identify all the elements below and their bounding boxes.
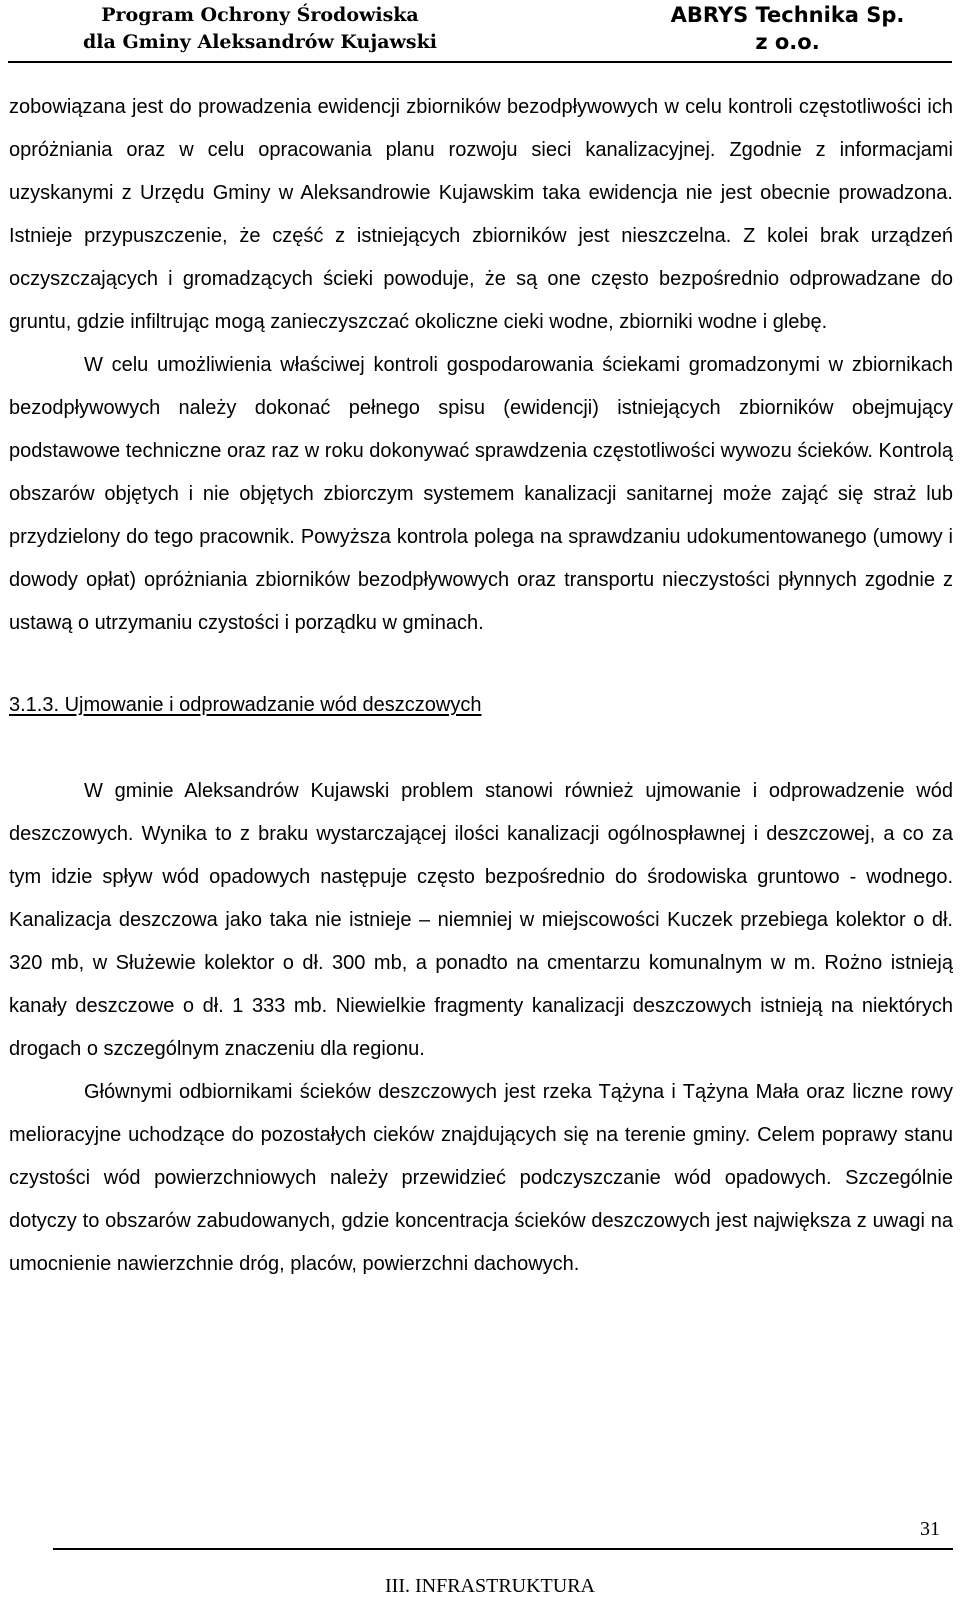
- body-paragraph: Głównymi odbiornikami ścieków deszczowych jest rzeka Tążyna i Tążyna Mała oraz liczne rowy melioracyjne uchodzące do pozostałych cieków znajdujących się na terenie gminy. Celem poprawy stanu czystości wód powierzchniowych należy przewidzieć podczyszczanie wód opadowych. Szczególnie dotyczy to obszarów zabudowanych, gdzie koncentracja ścieków deszczowych jest największa z uwagi na umocnienie nawierzchnie dróg, placów, powierzchni dachowych.: [9, 1081, 953, 1275]
- section-heading-text: 3.1.3. Ujmowanie i odprowadzanie wód deszczowych: [9, 694, 482, 716]
- page-number: 31: [920, 1518, 940, 1540]
- footer-chapter-title: III. INFRASTRUKTURA: [385, 1575, 595, 1597]
- body-paragraph: W gminie Aleksandrów Kujawski problem stanowi również ujmowanie i odprowadzenie wód deszczowych. Wynika to z braku wystarczającej ilości kanalizacji ogólnospławnej i deszczowej, a co za tym idzie spływ wód opadowych następuje często bezpośrednio do środowiska gruntowo - wodnego. Kanalizacja deszczowa jako taka nie istnieje – niemniej w miejscowości Kuczek przebiega kolektor o dł. 320 mb, w Służewie kolektor o dł. 300 mb, a ponadto na cmentarzu komunalnym w m. Rożno istnieją kanały deszczowe o dł. 1 333 mb. Niewielkie fragmenty kanalizacji deszczowych istnieją na niektórych drogach o szczególnym znaczeniu dla regionu.: [9, 780, 953, 1060]
- header-company-line2: z o.o.: [755, 30, 820, 54]
- header-company-line1: ABRYS Technika Sp.: [670, 3, 905, 27]
- header-title-line1: Program Ochrony Środowiska: [101, 4, 419, 26]
- document-body: [9, 86, 953, 1286]
- header-divider: [8, 61, 952, 63]
- body-paragraph: zobowiązana jest do prowadzenia ewidencji zbiorników bezodpływowych w celu kontroli częstotliwości ich opróżniania oraz w celu opracowania planu rozwoju sieci kanalizacyjnej. Zgodnie z informacjami uzyskanymi z Urzędu Gminy w Aleksandrowie Kujawskim taka ewidencja nie jest obecnie prowadzona. Istnieje przypuszczenie, że część z istniejących zbiorników jest nieszczelna. Z kolei brak urządzeń oczyszczających i gromadzących ścieki powoduje, że są one często bezpośrednio odprowadzane do gruntu, gdzie infiltrując mogą zanieczyszczać okoliczne cieki wodne, zbiorniki wodne i glebę.: [9, 96, 953, 333]
- footer-divider: [53, 1548, 953, 1550]
- section-heading: [9, 684, 953, 727]
- body-paragraph: W celu umożliwienia właściwej kontroli gospodarowania ściekami gromadzonymi w zbiornikach bezodpływowych należy dokonać pełnego spisu (ewidencji) istniejących zbiorników obejmujący podstawowe techniczne oraz raz w roku dokonywać sprawdzenia częstotliwości wywozu ścieków. Kontrolą obszarów objętych i nie objętych zbiorczym systemem kanalizacji sanitarnej może zająć się straż lub przydzielony do tego pracownik. Powyższa kontrola polega na sprawdzaniu udokumentowanego (umowy i dowody opłat) opróżniania zbiorników bezodpływowych oraz transportu nieczystości płynnych zgodnie z ustawą o utrzymaniu czystości i porządku w gminach.: [9, 354, 953, 634]
- header-title-line2: dla Gminy Aleksandrów Kujawski: [83, 31, 437, 53]
